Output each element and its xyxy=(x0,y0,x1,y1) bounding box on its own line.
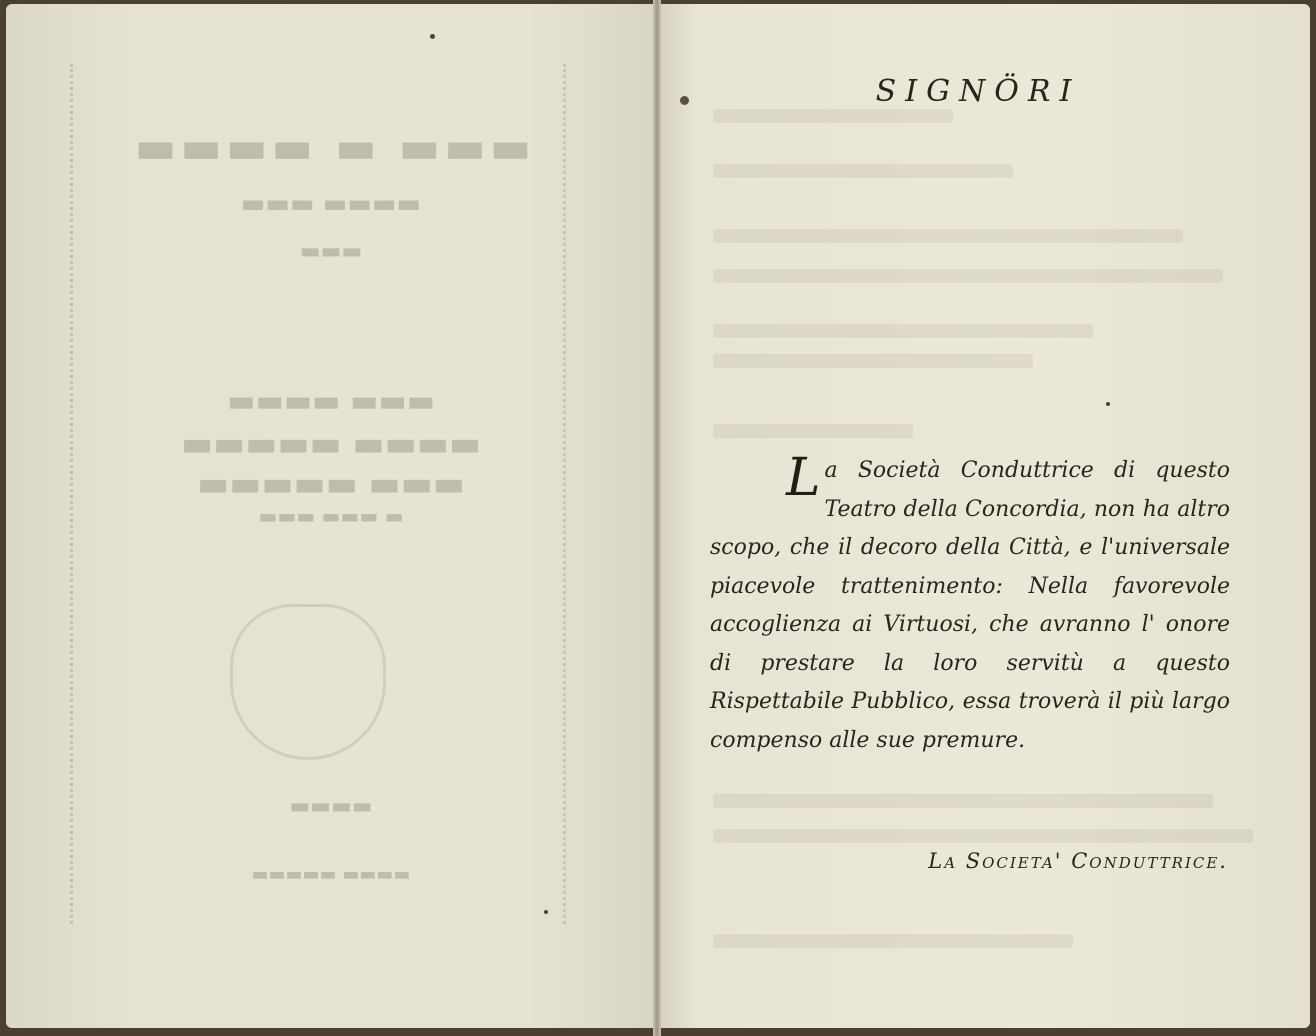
left-page-show-through: ▬▬▬ ▬ ▬▬▬▬ ▬▬▬▬ ▬▬▬ ▬▬▬ ▬▬▬ ▬▬▬▬ ▬▬▬▬ ▬▬▬▬▬ ▬▬▬ ▬▬▬▬▬ ▬ ▬▬▬ ▬▬▬ ▬▬▬▬ ▬▬▬▬ ▬▬▬▬▬ xyxy=(6,4,656,1028)
drop-cap: L xyxy=(786,448,821,508)
left-page xyxy=(6,4,656,1028)
signature: La Societa' Conduttrice. xyxy=(928,849,1228,873)
dedication-paragraph xyxy=(710,448,1230,760)
paragraph-text: a Società Conduttrice di questo Teatro della Concordia, non ha altro scopo, che il decoro della Città, e l'universale piacevole trattenimento: Nella favorevole accoglienza ai Virtuosi, che avranno l' onore di prestare la loro servitù a questo Rispettabile Pubblico, essa troverà il più largo compenso alle sue premure. xyxy=(710,458,1230,753)
right-page xyxy=(658,4,1310,1028)
page-heading: SIGNÖRI xyxy=(875,74,1081,109)
book-gutter xyxy=(653,0,661,1036)
